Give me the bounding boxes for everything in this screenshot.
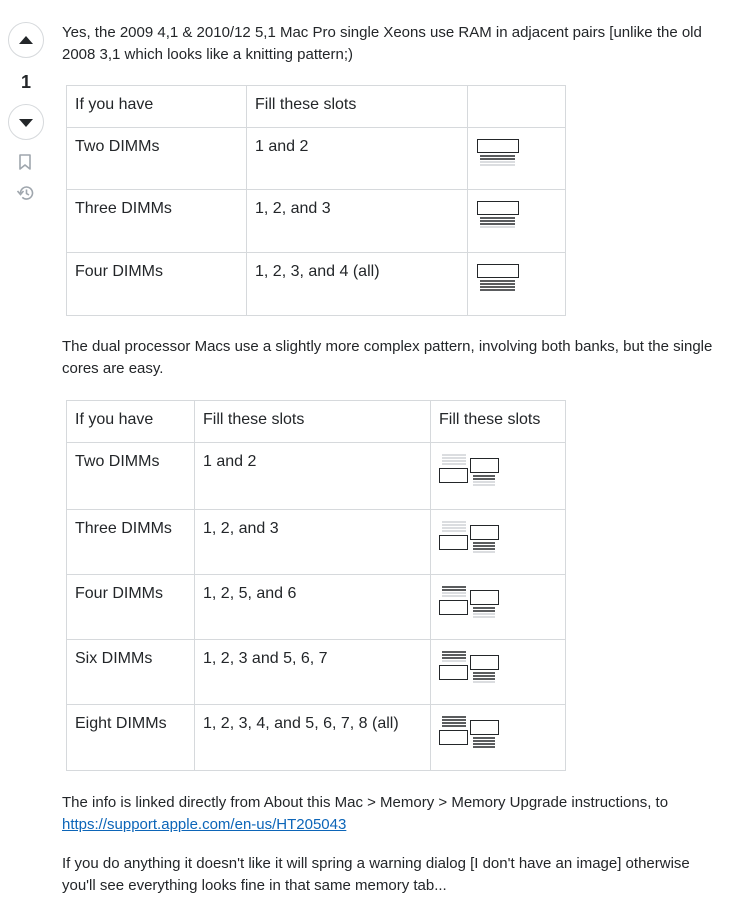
downvote-button[interactable] <box>8 104 44 140</box>
slot-diagram-cell <box>468 128 566 190</box>
slot-diagram-cell <box>431 705 566 771</box>
history-icon[interactable] <box>16 184 36 202</box>
memory-slots-icon <box>439 585 503 625</box>
dimm-count-cell: Four DIMMs <box>67 253 247 316</box>
table-header-row <box>67 86 566 128</box>
slot-diagram-cell <box>431 575 566 640</box>
arrow-down-icon <box>19 119 33 127</box>
table-row <box>67 253 566 316</box>
table-row <box>67 510 566 575</box>
column-header-diagram: Fill these slots <box>431 401 566 443</box>
dual-cpu-note: The dual processor Macs use a slightly more complex pattern, involving both banks, but the single cores are easy. <box>62 338 713 377</box>
slots-cell: 1, 2, and 3 <box>195 510 431 575</box>
column-header-have: If you have <box>67 86 247 128</box>
table-row <box>67 640 566 705</box>
info-text: The info is linked directly from About this Mac > Memory > Memory Upgrade instructions, to <box>62 794 669 811</box>
memory-slots-icon <box>476 263 520 297</box>
upvote-button[interactable] <box>8 22 44 58</box>
column-header-diagram <box>468 86 566 128</box>
slots-cell: 1 and 2 <box>247 128 468 190</box>
dimm-count-cell: Three DIMMs <box>67 510 195 575</box>
slots-cell: 1 and 2 <box>195 443 431 510</box>
info-paragraph <box>62 792 722 836</box>
slot-diagram-cell <box>468 190 566 253</box>
memory-slots-icon <box>439 520 503 560</box>
memory-slots-icon <box>476 200 520 234</box>
slot-diagram-cell <box>431 510 566 575</box>
vote-count: 1 <box>20 72 31 92</box>
arrow-up-icon <box>19 36 33 44</box>
memory-slots-icon <box>439 650 503 690</box>
dimm-count-cell: Eight DIMMs <box>67 705 195 771</box>
column-header-slots: Fill these slots <box>247 86 468 128</box>
slots-cell: 1, 2, and 3 <box>247 190 468 253</box>
dimm-count-cell: Six DIMMs <box>67 640 195 705</box>
table-row <box>67 575 566 640</box>
dimm-count-cell: Three DIMMs <box>67 190 247 253</box>
table-row <box>67 705 566 771</box>
memory-slots-icon <box>476 138 520 172</box>
dimm-count-cell: Four DIMMs <box>67 575 195 640</box>
column-header-have: If you have <box>67 401 195 443</box>
single-cpu-slot-table <box>66 85 566 316</box>
slots-cell: 1, 2, 3, 4, and 5, 6, 7, 8 (all) <box>195 705 431 771</box>
slot-diagram-cell <box>431 443 566 510</box>
table-header-row <box>67 401 566 443</box>
closing-paragraph: If you do anything it doesn't like it will spring a warning dialog [I don't have an image] otherwise you'll see everything looks fine in that same memory tab... <box>62 855 690 894</box>
table-row <box>67 443 566 510</box>
dimm-count-cell: Two DIMMs <box>67 128 247 190</box>
table-row <box>67 190 566 253</box>
slots-cell: 1, 2, 5, and 6 <box>195 575 431 640</box>
slots-cell: 1, 2, 3 and 5, 6, 7 <box>195 640 431 705</box>
table-row <box>67 128 566 190</box>
slot-diagram-cell <box>431 640 566 705</box>
answer-intro: Yes, the 2009 4,1 & 2010/12 5,1 Mac Pro single Xeons use RAM in adjacent pairs [unlike the old 2008 3,1 which looks like a knitting pattern;) <box>62 24 702 63</box>
memory-slots-icon <box>439 715 503 755</box>
slot-diagram-cell <box>468 253 566 316</box>
apple-support-link[interactable]: https://support.apple.com/en-us/HT205043 <box>62 816 347 833</box>
bookmark-icon[interactable] <box>18 154 32 170</box>
slots-cell: 1, 2, 3, and 4 (all) <box>247 253 468 316</box>
memory-slots-icon <box>439 453 503 493</box>
dual-cpu-slot-table <box>66 400 566 771</box>
column-header-slots: Fill these slots <box>195 401 431 443</box>
dimm-count-cell: Two DIMMs <box>67 443 195 510</box>
